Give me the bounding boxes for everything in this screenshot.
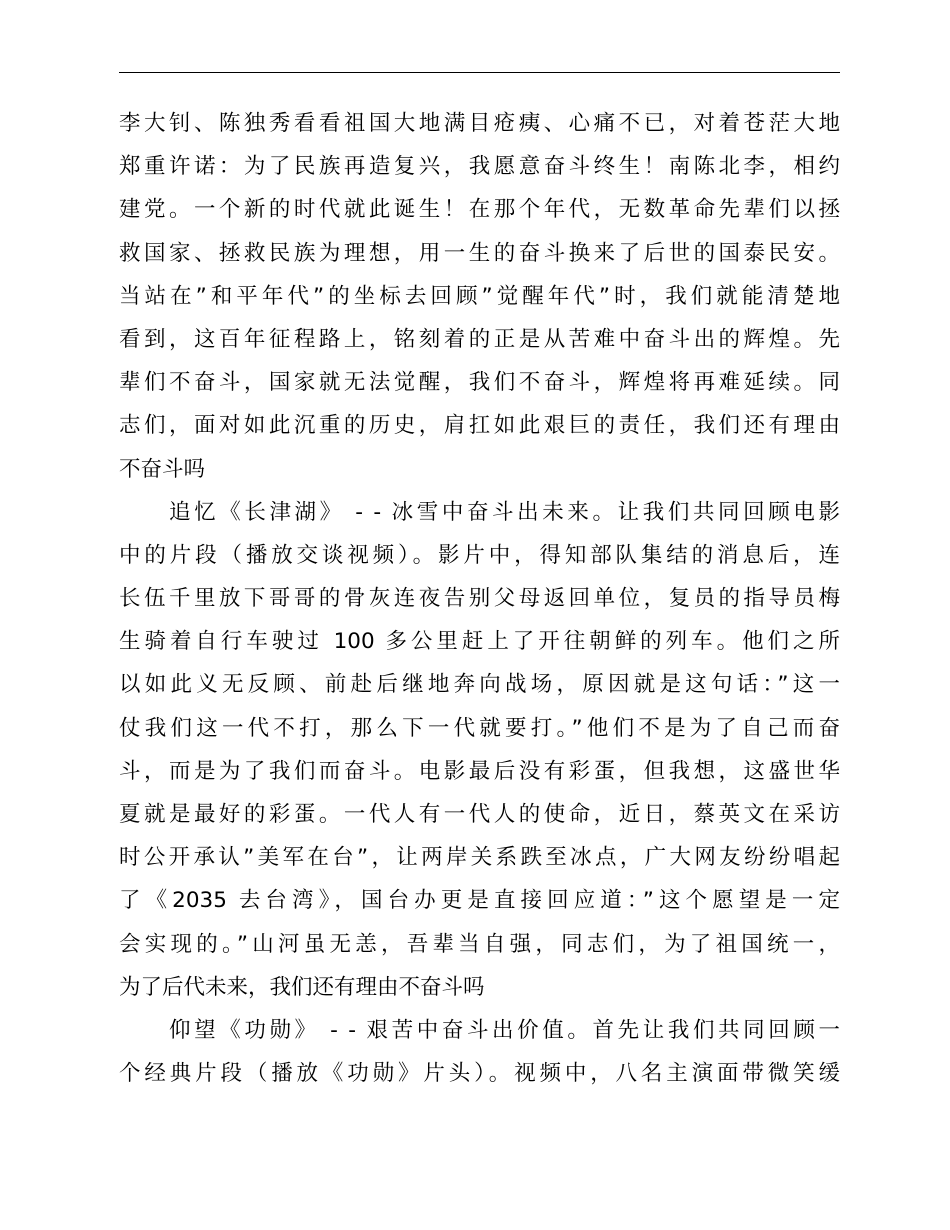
text-line: 当站在”和平年代”的坐标去回顾”觉醒年代”时，我们就能清楚地 <box>119 283 840 309</box>
text-line: 李大钊、陈独秀看看祖国大地满目疮痍、心痛不已，对着苍茫大地 <box>119 111 840 136</box>
text-line: 建党。一个新的时代就此诞生！在那个年代，无数革命先辈们以拯 <box>119 197 840 223</box>
document-body <box>119 102 840 1095</box>
text-line: 追忆《长津湖》 - - 冰雪中奋斗出未来。让我们共同回顾电影 <box>169 499 840 525</box>
text-line: 看到，这百年征程路上，铭刻着的正是从苦难中奋斗出的辉煌。先 <box>119 326 840 352</box>
text-line: 个经典片段（播放《功勋》片头）。视频中，八名主演面带微笑缓 <box>119 1061 840 1087</box>
text-line: 郑重许诺：为了民族再造复兴，我愿意奋斗终生！南陈北李，相约 <box>119 154 840 180</box>
text-line: 生骑着自行车驶过 100 多公里赶上了开往朝鲜的列车。他们之所 <box>119 629 840 655</box>
text-line: 救国家、拯救民族为理想，用一生的奋斗换来了后世的国泰民安。 <box>119 240 840 266</box>
text-line: 辈们不奋斗，国家就无法觉醒，我们不奋斗，辉煌将再难延续。同 <box>119 370 840 396</box>
text-line: 以如此义无反顾、前赴后继地奔向战场，原因就是这句话：”这一 <box>119 672 840 698</box>
text-line: 时公开承认”美军在台”，让两岸关系跌至冰点，广大网友纷纷唱起 <box>119 845 840 871</box>
text-line: 仗我们这一代不打，那么下一代就要打。”他们不是为了自己而奋 <box>119 715 840 741</box>
text-line: 志们，面对如此沉重的历史，肩扛如此艰巨的责任，我们还有理由 <box>119 413 840 439</box>
text-line: 长伍千里放下哥哥的骨灰连夜告别父母返回单位，复员的指导员梅 <box>119 586 840 612</box>
text-line: 斗，而是为了我们而奋斗。电影最后没有彩蛋，但我想，这盛世华 <box>119 758 840 784</box>
text-line: 仰望《功勋》 - - 艰苦中奋斗出价值。首先让我们共同回顾一 <box>169 1017 840 1043</box>
text-line: 中的片段（播放交谈视频）。影片中，得知部队集结的消息后，连 <box>119 542 840 568</box>
text-line: 夏就是最好的彩蛋。一代人有一代人的使命，近日，蔡英文在采访 <box>119 802 840 827</box>
header-rule <box>119 72 840 73</box>
text-line: 为了后代未来，我们还有理由不奋斗吗 <box>119 974 485 1000</box>
text-line: 会实现的。”山河虽无恙，吾辈当自强，同志们，为了祖国统一， <box>119 931 840 957</box>
text-line: 不奋斗吗 <box>119 456 206 482</box>
text-line: 了《2035 去台湾》，国台办更是直接回应道：”这个愿望是一定 <box>119 888 840 914</box>
